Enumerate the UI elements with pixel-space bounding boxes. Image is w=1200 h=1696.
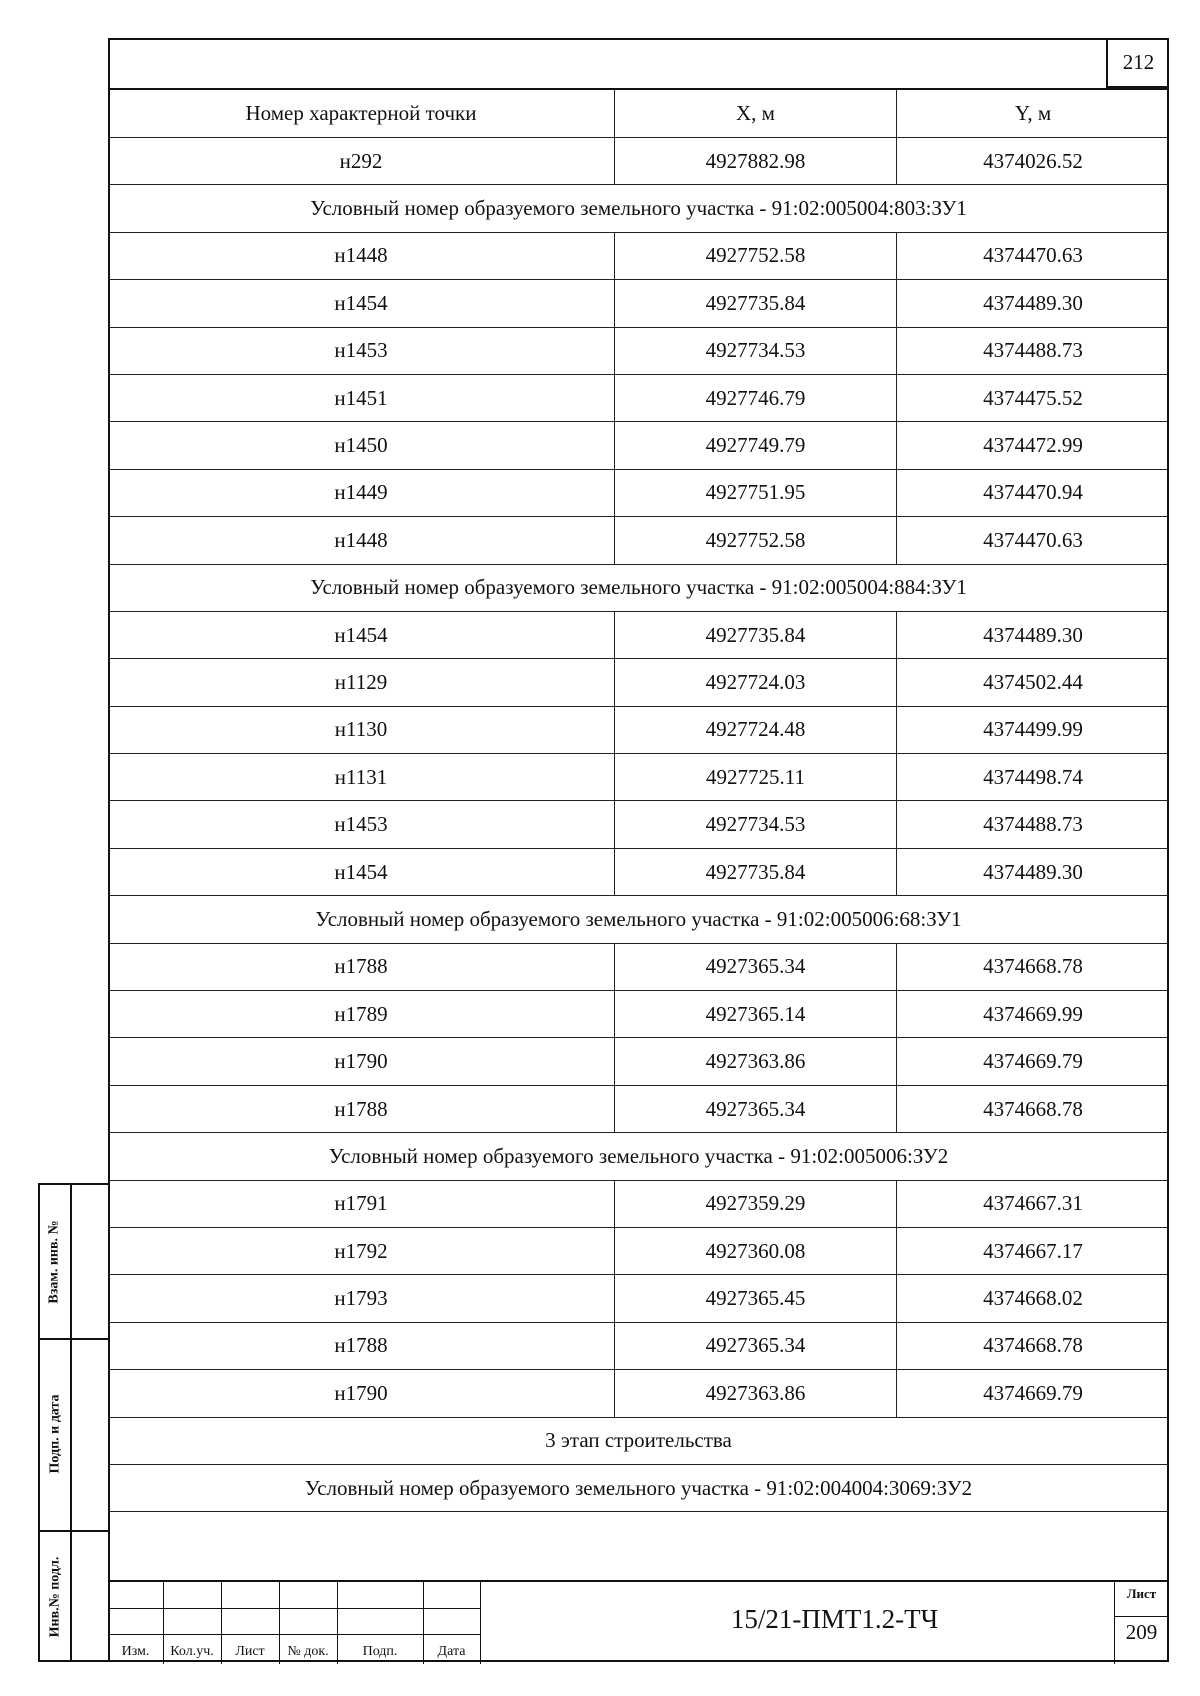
point-number-cell: н1793 xyxy=(108,1275,615,1321)
side-label-ref-inventory: Взам. инв. № xyxy=(47,1219,63,1304)
section-heading: Условный номер образуемого земельного участка - 91:02:005006:ЗУ2 xyxy=(328,1143,949,1168)
point-number-cell: н1792 xyxy=(108,1228,615,1274)
x-coordinate-cell: 4927365.34 xyxy=(615,1323,897,1369)
y-coordinate-cell: 4374668.78 xyxy=(983,954,1083,979)
section-heading: Условный номер образуемого земельного участка - 91:02:004004:3069:ЗУ2 xyxy=(304,1475,973,1500)
table-row xyxy=(108,1228,1169,1275)
x-coordinate-cell: 4927752.58 xyxy=(615,233,897,279)
table-row xyxy=(108,612,1169,659)
table-row xyxy=(108,517,1169,564)
table-row xyxy=(108,849,1169,896)
point-number-cell: н1451 xyxy=(108,375,615,421)
x-coordinate-cell: 4927365.45 xyxy=(615,1275,897,1321)
y-coordinate-cell: 4374470.63 xyxy=(983,243,1083,268)
x-coordinate-cell: 4927735.84 xyxy=(615,612,897,658)
point-number-cell: н1790 xyxy=(108,1038,615,1084)
title-block-line xyxy=(1114,1616,1169,1617)
document-code: 15/21-ПМТ1.2-ТЧ xyxy=(730,1604,939,1634)
x-coordinate-cell: 4927734.53 xyxy=(615,801,897,847)
y-coordinate-cell: 4374669.79 xyxy=(983,1049,1083,1074)
point-number-cell: н1788 xyxy=(108,944,615,990)
y-coordinate-cell: 4374488.73 xyxy=(983,338,1083,363)
point-number-cell: н1788 xyxy=(108,1323,615,1369)
x-coordinate-cell: 4927360.08 xyxy=(615,1228,897,1274)
page-number: 212 xyxy=(1106,38,1169,88)
side-strip xyxy=(38,1183,108,1662)
y-coordinate-cell: 4374498.74 xyxy=(983,764,1083,789)
table-header-row xyxy=(108,90,1169,138)
y-coordinate-cell: 4374470.63 xyxy=(983,527,1083,552)
y-coordinate-cell: 4374668.02 xyxy=(983,1286,1083,1311)
table-body xyxy=(108,138,1169,1512)
point-number-cell: н292 xyxy=(108,138,615,184)
point-number-cell: н1453 xyxy=(108,801,615,847)
point-number-cell: н1791 xyxy=(108,1181,615,1227)
point-number-cell: н1454 xyxy=(108,612,615,658)
point-number-cell: н1789 xyxy=(108,991,615,1037)
table-row xyxy=(108,944,1169,991)
x-coordinate-cell: 4927363.86 xyxy=(615,1370,897,1416)
title-block-line xyxy=(108,1634,480,1635)
table-row xyxy=(108,707,1169,754)
side-label-signature-date: Подп. и дата xyxy=(47,1394,62,1474)
x-coordinate-cell: 4927365.14 xyxy=(615,991,897,1037)
title-block xyxy=(108,1580,1169,1664)
section-heading-row xyxy=(108,1133,1169,1180)
caption-signature: Подп. xyxy=(362,1644,398,1659)
y-coordinate-cell: 4374669.79 xyxy=(983,1380,1083,1405)
y-coordinate-cell: 4374668.78 xyxy=(983,1333,1083,1358)
coordinates-table xyxy=(108,90,1169,1512)
x-coordinate-cell: 4927724.03 xyxy=(615,659,897,705)
point-number-cell: н1790 xyxy=(108,1370,615,1416)
y-coordinate-cell: 4374472.99 xyxy=(983,433,1083,458)
x-coordinate-cell: 4927725.11 xyxy=(615,754,897,800)
table-row xyxy=(108,1370,1169,1417)
point-number-cell: н1453 xyxy=(108,328,615,374)
x-coordinate-cell: 4927746.79 xyxy=(615,375,897,421)
section-heading-row xyxy=(108,185,1169,232)
title-block-line xyxy=(108,1608,480,1609)
table-row xyxy=(108,233,1169,280)
section-heading-row xyxy=(108,565,1169,612)
caption-count: Кол.уч. xyxy=(170,1644,214,1659)
table-row xyxy=(108,470,1169,517)
x-coordinate-cell: 4927734.53 xyxy=(615,328,897,374)
y-coordinate-cell: 4374667.31 xyxy=(983,1191,1083,1216)
section-heading-row xyxy=(108,896,1169,943)
table-row xyxy=(108,1275,1169,1322)
x-coordinate-cell: 4927365.34 xyxy=(615,1086,897,1132)
x-coordinate-cell: 4927752.58 xyxy=(615,517,897,563)
table-row xyxy=(108,991,1169,1038)
sheet-number: 209 xyxy=(1125,1620,1158,1644)
caption-sheet: Лист xyxy=(235,1644,265,1659)
point-number-cell: н1448 xyxy=(108,233,615,279)
table-row xyxy=(108,1038,1169,1085)
y-coordinate-cell: 4374669.99 xyxy=(983,1001,1083,1026)
table-row xyxy=(108,754,1169,801)
x-coordinate-cell: 4927735.84 xyxy=(615,849,897,895)
title-block-line xyxy=(480,1582,481,1664)
empty-band xyxy=(108,1508,1169,1580)
y-coordinate-cell: 4374489.30 xyxy=(983,859,1083,884)
caption-doc-number: № док. xyxy=(287,1644,329,1659)
caption-change: Изм. xyxy=(121,1644,150,1659)
table-row xyxy=(108,280,1169,327)
section-heading: Условный номер образуемого земельного участка - 91:02:005004:884:ЗУ1 xyxy=(310,575,967,600)
x-coordinate-cell: 4927724.48 xyxy=(615,707,897,753)
table-row xyxy=(108,328,1169,375)
x-coordinate-cell: 4927749.79 xyxy=(615,422,897,468)
point-number-cell: н1129 xyxy=(108,659,615,705)
x-coordinate-cell: 4927363.86 xyxy=(615,1038,897,1084)
table-row xyxy=(108,659,1169,706)
point-number-cell: н1449 xyxy=(108,470,615,516)
x-coordinate-cell: 4927735.84 xyxy=(615,280,897,326)
table-row xyxy=(108,1181,1169,1228)
x-coordinate-cell: 4927882.98 xyxy=(615,138,897,184)
point-number-cell: н1448 xyxy=(108,517,615,563)
x-coordinate-cell: 4927359.29 xyxy=(615,1181,897,1227)
sheet-label: Лист xyxy=(1126,1586,1157,1601)
y-coordinate-cell: 4374668.78 xyxy=(983,1096,1083,1121)
side-label-original-inventory: Инв.№ подл. xyxy=(47,1556,62,1638)
section-heading: Условный номер образуемого земельного участка - 91:02:005004:803:ЗУ1 xyxy=(310,196,967,221)
point-number-cell: н1130 xyxy=(108,707,615,753)
header-point: Номер характерной точки xyxy=(108,90,615,137)
table-row xyxy=(108,422,1169,469)
point-number-cell: н1131 xyxy=(108,754,615,800)
y-coordinate-cell: 4374489.30 xyxy=(983,622,1083,647)
table-row xyxy=(108,1323,1169,1370)
y-coordinate-cell: 4374502.44 xyxy=(983,669,1083,694)
y-coordinate-cell: 4374470.94 xyxy=(983,480,1083,505)
y-coordinate-cell: 4374475.52 xyxy=(983,385,1083,410)
x-coordinate-cell: 4927751.95 xyxy=(615,470,897,516)
y-coordinate-cell: 4374489.30 xyxy=(983,290,1083,315)
y-coordinate-cell: 4374667.17 xyxy=(983,1238,1083,1263)
table-row xyxy=(108,375,1169,422)
section-heading-row xyxy=(108,1465,1169,1512)
point-number-cell: н1454 xyxy=(108,849,615,895)
section-heading: Условный номер образуемого земельного участка - 91:02:005006:68:ЗУ1 xyxy=(315,906,962,931)
point-number-cell: н1454 xyxy=(108,280,615,326)
x-coordinate-cell: 4927365.34 xyxy=(615,944,897,990)
table-row xyxy=(108,138,1169,185)
y-coordinate-cell: 4374026.52 xyxy=(983,148,1083,173)
header-x: X, м xyxy=(615,90,897,137)
y-coordinate-cell: 4374499.99 xyxy=(983,717,1083,742)
y-coordinate-cell: 4374488.73 xyxy=(983,812,1083,837)
table-row xyxy=(108,1086,1169,1133)
point-number-cell: н1450 xyxy=(108,422,615,468)
section-heading: 3 этап строительства xyxy=(545,1428,732,1453)
caption-date: Дата xyxy=(437,1644,466,1659)
table-row xyxy=(108,801,1169,848)
header-y: Y, м xyxy=(1014,101,1052,125)
point-number-cell: н1788 xyxy=(108,1086,615,1132)
section-heading-row xyxy=(108,1418,1169,1465)
